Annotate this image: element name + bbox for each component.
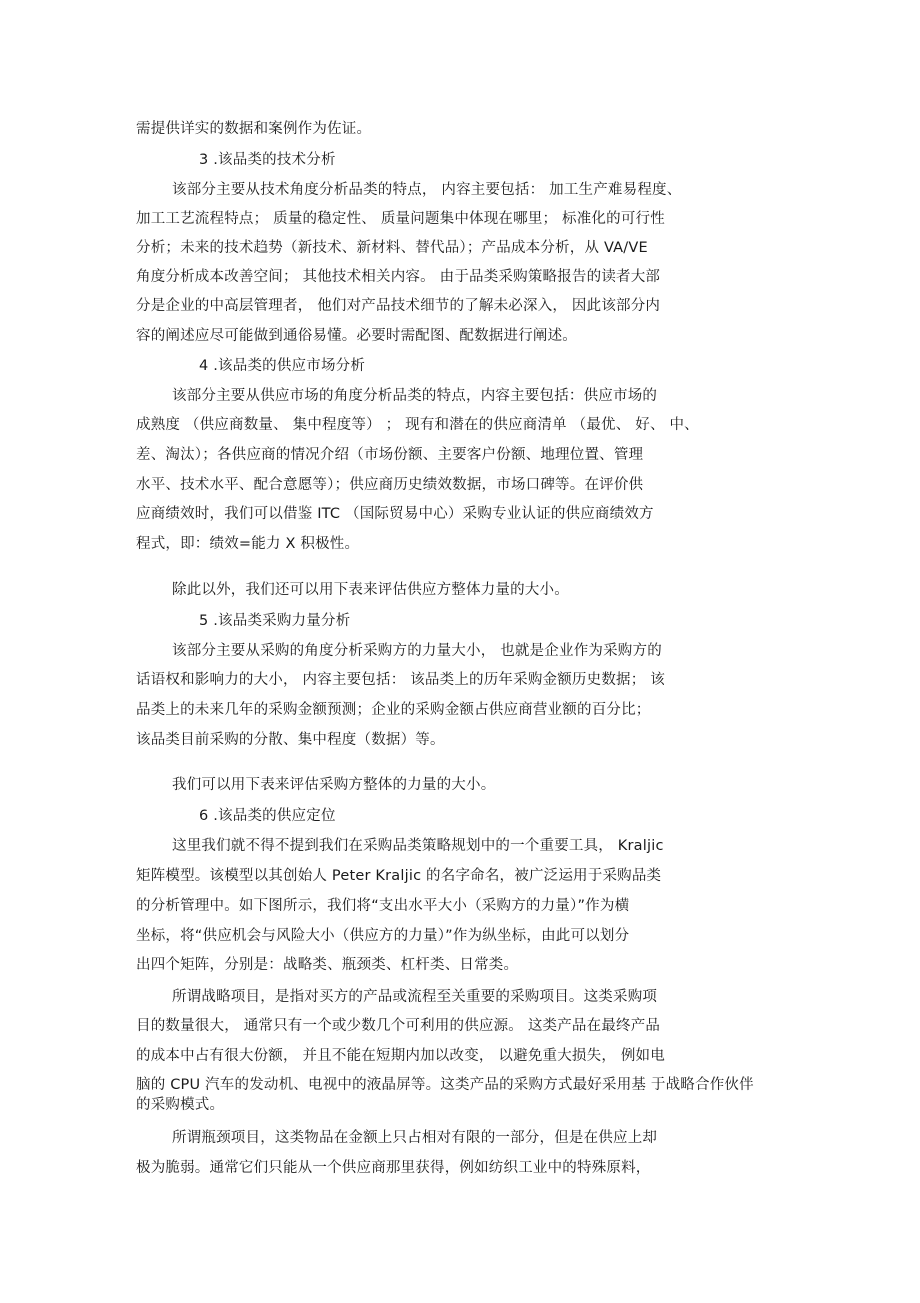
text-line: 加工工艺流程特点； 质量的稳定性、 质量问题集中体现在哪里； 标准化的可行性 — [136, 211, 665, 227]
text-line: 该部分主要从技术角度分析品类的特点， 内容主要包括： 加工生产难易程度、 — [172, 182, 682, 198]
section-heading-3: 3 .该品类的技术分析 — [199, 152, 336, 168]
text-line: 差、淘汰）；各供应商的情况介绍（市场份额、主要客户份额、地理位置、管理 — [136, 447, 644, 463]
text-line: 这里我们就不得不提到我们在采购品类策略规划中的一个重要工具， Kraljic — [172, 838, 664, 854]
text-line: 出四个矩阵，分别是：战略类、瓶颈类、杠杆类、日常类。 — [136, 957, 519, 973]
section-heading-5: 5 .该品类采购力量分析 — [199, 613, 351, 629]
section-heading-4: 4 .该品类的供应市场分析 — [199, 358, 366, 374]
text-line: 极为脆弱。通常它们只能从一个供应商那里获得，例如纺织工业中的特殊原料， — [136, 1160, 651, 1176]
text-line: 应商绩效时，我们可以借鉴 ITC （国际贸易中心）采购专业认证的供应商绩效方 — [136, 506, 654, 522]
text-line: 该部分主要从采购的角度分析采购方的力量大小， 也就是企业作为采购方的 — [172, 643, 662, 659]
text-line: 脑的 CPU 汽车的发动机、电视中的液晶屏等。这类产品的采购方式最好采用基 于战略合作伙伴 — [136, 1077, 754, 1093]
text-line: 所谓瓶颈项目，这类物品在金额上只占相对有限的一部分，但是在供应上却 — [172, 1130, 658, 1146]
text-line: 目的数量很大， 通常只有一个或少数几个可利用的供应源。 这类产品在最终产品 — [136, 1018, 661, 1034]
text-line: 坐标，将“供应机会与风险大小（供应方的力量）”作为纵坐标，由此可以划分 — [136, 928, 630, 944]
text-line: 分是企业的中高层管理者， 他们对产品技术细节的了解未必深入， 因此该部分内 — [136, 298, 661, 314]
text-line: 品类上的未来几年的采购金额预测；企业的采购金额占供应商营业额的百分比； — [136, 702, 651, 718]
text-line: 需提供详实的数据和案例作为佐证。 — [136, 121, 372, 137]
text-line: 矩阵模型。该模型以其创始人 Peter Kraljic 的名字命名，被广泛运用于采购品类 — [136, 868, 662, 884]
text-line: 该品类目前采购的分散、集中程度（数据）等。 — [136, 732, 445, 748]
text-line: 程式，即：绩效=能力 X 积极性。 — [136, 536, 360, 552]
text-line: 话语权和影响力的大小， 内容主要包括： 该品类上的历年采购金额历史数据； 该 — [136, 672, 665, 688]
section-heading-6: 6 .该品类的供应定位 — [199, 808, 336, 824]
text-line: 该部分主要从供应市场的角度分析品类的特点，内容主要包括：供应市场的 — [172, 388, 658, 404]
text-line: 角度分析成本改善空间； 其他技术相关内容。 由于品类采购策略报告的读者大部 — [136, 269, 661, 285]
text-line: 的成本中占有很大份额， 并且不能在短期内加以改变， 以避免重大损失， 例如电 — [136, 1048, 665, 1064]
text-line: 的分析管理中。如下图所示，我们将“支出水平大小（采购方的力量）”作为横 — [136, 898, 630, 914]
text-line: 除此以外，我们还可以用下表来评估供应方整体力量的大小。 — [172, 582, 569, 598]
text-line: 容的阐述应尽可能做到通俗易懂。必要时需配图、配数据进行阐述。 — [136, 328, 577, 344]
text-line: 所谓战略项目，是指对买方的产品或流程至关重要的采购项目。这类采购项 — [172, 989, 658, 1005]
text-line: 分析；未来的技术趋势（新技术、新材料、替代品）；产品成本分析，从 VA/VE — [136, 240, 648, 256]
text-line: 我们可以用下表来评估采购方整体的力量的大小。 — [172, 777, 496, 793]
text-line: 成熟度 （供应商数量、 集中程度等） ； 现有和潜在的供应商清单 （最优、 好、 中、 — [136, 417, 699, 433]
text-line: 的采购模式。 — [136, 1097, 225, 1113]
text-line: 水平、技术水平、配合意愿等）；供应商历史绩效数据，市场口碑等。在评价供 — [136, 477, 644, 493]
